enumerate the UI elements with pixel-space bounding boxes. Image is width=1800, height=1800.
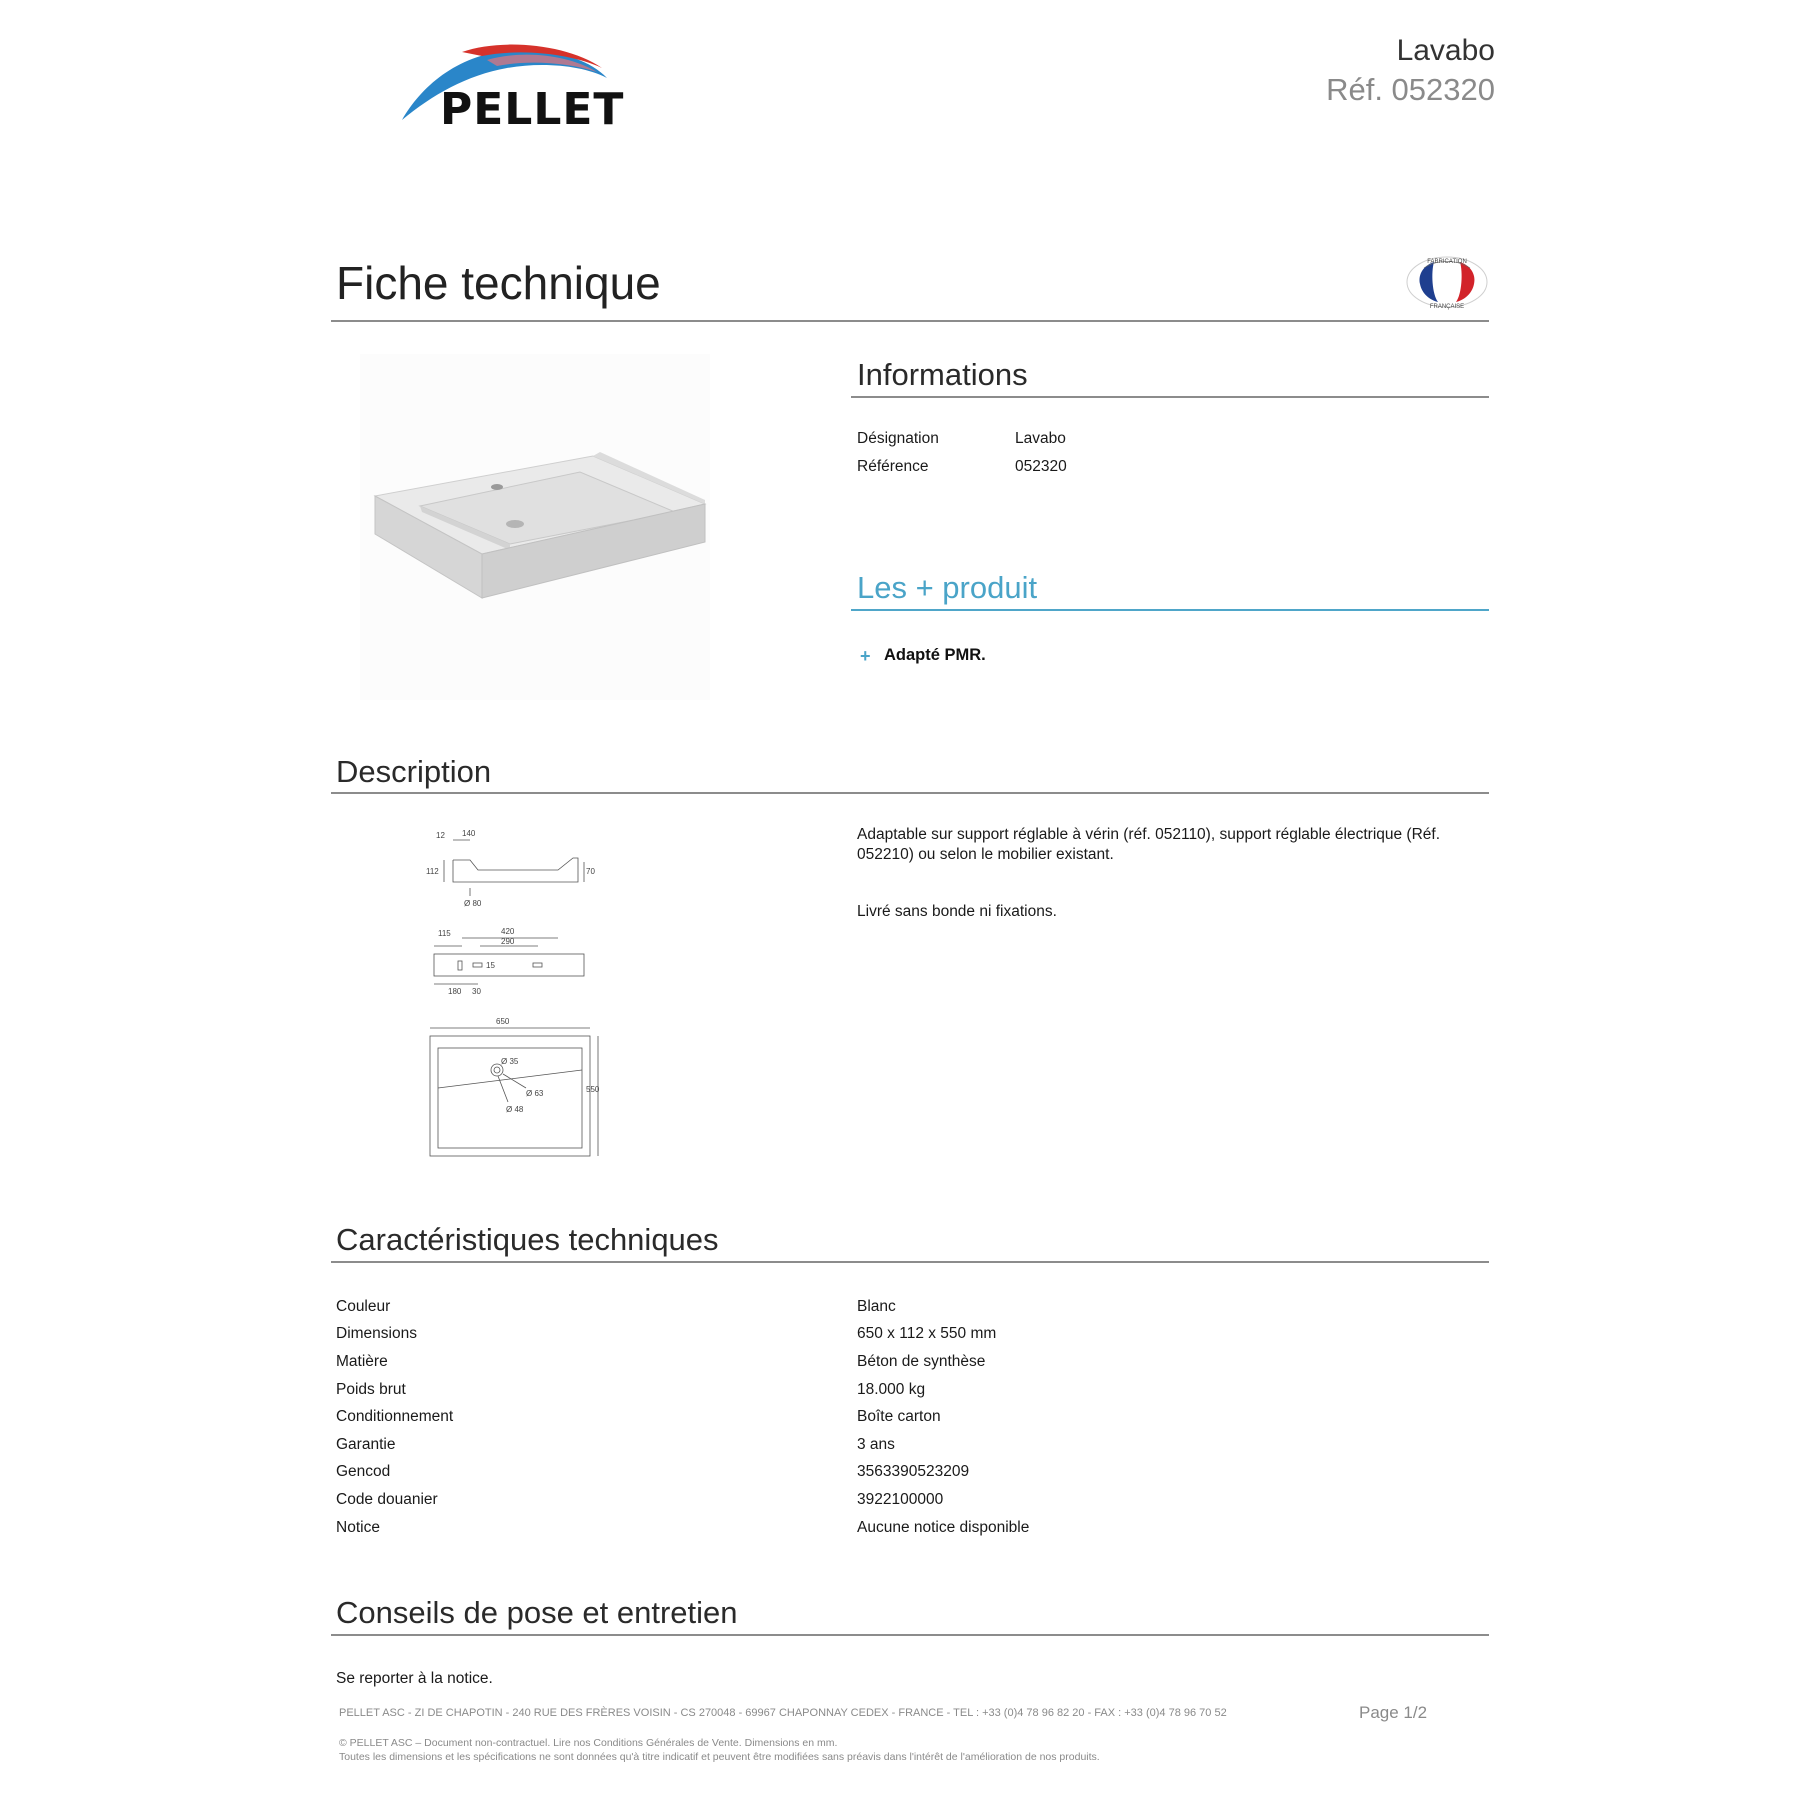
- plus-produit-title: Les + produit: [857, 570, 1038, 605]
- spec-label: Code douanier: [336, 1491, 438, 1508]
- svg-text:290: 290: [501, 937, 515, 946]
- logo-text: PELLET: [440, 84, 625, 135]
- fabrication-francaise-badge-icon: [1404, 254, 1490, 310]
- svg-text:Ø 63: Ø 63: [526, 1089, 544, 1098]
- svg-text:15: 15: [486, 961, 495, 970]
- svg-text:550: 550: [586, 1085, 600, 1094]
- footer-address: PELLET ASC - ZI DE CHAPOTIN - 240 RUE DES FRÈRES VOISIN - CS 270048 - 69967 CHAPONNAY CEDEX - FRANCE - TEL : +33 (0)4 78 96 82 20 - FAX : +33 (0)4 78 96 70 52: [339, 1707, 1227, 1719]
- svg-text:12: 12: [436, 831, 445, 840]
- spec-label: Poids brut: [336, 1381, 406, 1398]
- info-label: Désignation: [857, 430, 939, 447]
- spec-value: 650 x 112 x 550 mm: [857, 1325, 997, 1342]
- info-label: Référence: [857, 458, 929, 475]
- plus-produit-divider: [851, 609, 1489, 611]
- svg-text:70: 70: [586, 867, 595, 876]
- conseils-divider: [331, 1634, 1489, 1636]
- svg-text:Ø 35: Ø 35: [501, 1057, 519, 1066]
- svg-text:115: 115: [438, 929, 451, 938]
- title-divider: [331, 320, 1489, 322]
- footer-legal-line: Toutes les dimensions et les spécifications ne sont données qu'à titre indicatif et peuvent être modifiées sans préavis dans l'intérêt de l'amélioration de nos produits.: [339, 1751, 1100, 1763]
- spec-value: 3 ans: [857, 1436, 895, 1453]
- spec-label: Dimensions: [336, 1325, 417, 1342]
- svg-text:112: 112: [426, 867, 439, 876]
- footer-legal-line: © PELLET ASC – Document non-contractuel. Lire nos Conditions Générales de Vente. Dimensions en mm.: [339, 1737, 838, 1749]
- spec-value: Boîte carton: [857, 1408, 941, 1425]
- technical-drawings: [408, 826, 608, 1166]
- spec-label: Couleur: [336, 1298, 391, 1315]
- svg-text:420: 420: [501, 927, 515, 936]
- svg-text:30: 30: [472, 987, 481, 996]
- spec-value: Béton de synthèse: [857, 1353, 986, 1370]
- svg-text:650: 650: [496, 1017, 510, 1026]
- spec-value: Blanc: [857, 1298, 896, 1315]
- page-title: Fiche technique: [336, 257, 661, 309]
- spec-value: 18.000 kg: [857, 1381, 926, 1398]
- svg-text:180: 180: [448, 987, 462, 996]
- spec-value: Aucune notice disponible: [857, 1519, 1030, 1536]
- description-line: Livré sans bonde ni fixations.: [857, 903, 1057, 920]
- spec-label: Gencod: [336, 1463, 391, 1480]
- header-reference: Réf. 052320: [1326, 72, 1495, 107]
- pellet-logo: [392, 40, 642, 135]
- conseils-title: Conseils de pose et entretien: [336, 1595, 738, 1630]
- caracteristiques-divider: [331, 1261, 1489, 1263]
- svg-text:Ø 80: Ø 80: [464, 899, 482, 908]
- badge-text-bottom: FRANÇAISE: [1429, 304, 1465, 310]
- spec-label: Notice: [336, 1519, 380, 1536]
- description-title: Description: [336, 754, 492, 789]
- spec-label: Matière: [336, 1353, 388, 1370]
- info-value: 052320: [1015, 458, 1067, 475]
- caracteristiques-title: Caractéristiques techniques: [336, 1222, 719, 1257]
- informations-divider: [851, 396, 1489, 398]
- plus-icon: +: [860, 646, 871, 666]
- product-image-lavabo: [360, 354, 710, 700]
- info-value: Lavabo: [1015, 430, 1066, 447]
- product-benefit: Adapté PMR.: [884, 646, 986, 664]
- page-number: Page 1/2: [1359, 1703, 1428, 1722]
- description-line: Adaptable sur support réglable à vérin (réf. 052110), support réglable électrique (Réf.: [857, 826, 1441, 843]
- header-product-name: Lavabo: [1396, 34, 1495, 67]
- informations-title: Informations: [857, 357, 1028, 392]
- conseils-text: Se reporter à la notice.: [336, 1670, 493, 1687]
- description-divider: [331, 792, 1489, 794]
- svg-text:140: 140: [462, 829, 476, 838]
- spec-value: 3922100000: [857, 1491, 944, 1508]
- svg-text:Ø 48: Ø 48: [506, 1105, 524, 1114]
- spec-value: 3563390523209: [857, 1463, 970, 1480]
- badge-text-top: FABRICATION: [1427, 259, 1467, 265]
- spec-label: Garantie: [336, 1436, 396, 1453]
- spec-label: Conditionnement: [336, 1408, 454, 1425]
- description-line: 052210) ou selon le mobilier existant.: [857, 846, 1114, 863]
- footer-legal: [339, 1736, 1239, 1764]
